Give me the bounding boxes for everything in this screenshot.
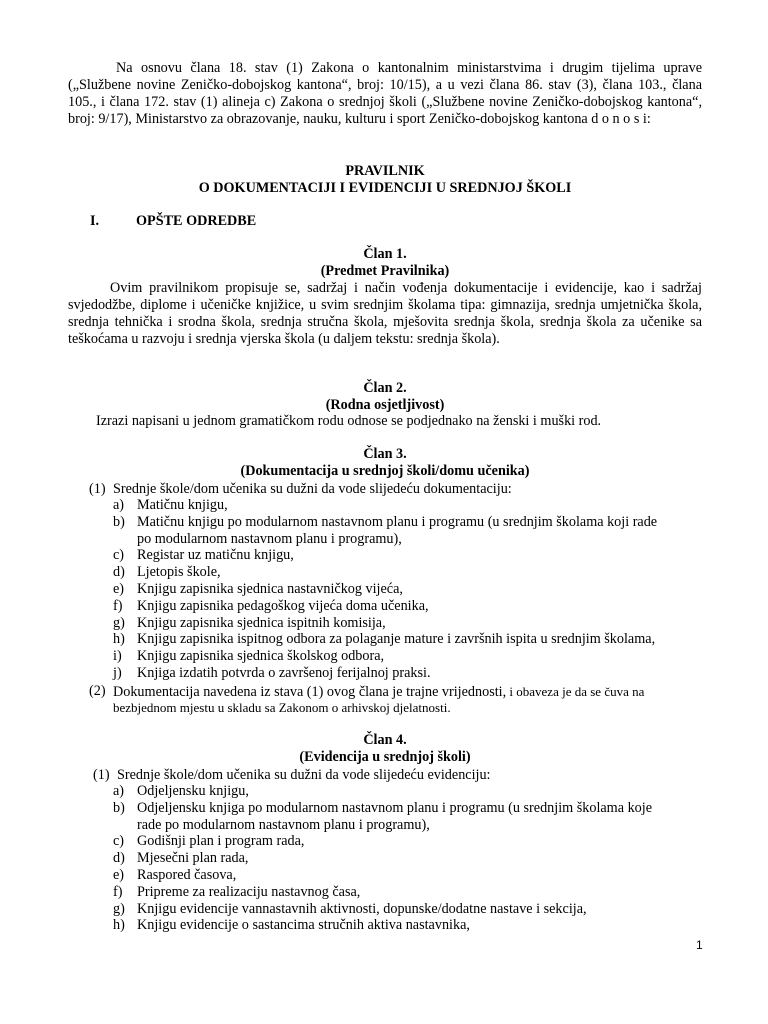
list-item-text: Mjesečni plan rada,	[137, 850, 249, 867]
list-item-text: Knjigu evidencije o sastancima stručnih aktiva nastavnika,	[137, 917, 470, 934]
clan-3-subheading: (Dokumentacija u srednjoj školi/domu učenika)	[240, 463, 530, 479]
list-item-label: e)	[113, 581, 125, 597]
list-item-text-continued: po modularnom nastavnom planu i programu),	[137, 530, 402, 547]
list-item-text: Matičnu knjigu,	[137, 497, 228, 513]
list-item-text: Matičnu knjigu po modularnom nastavnom planu i programu (u srednjim školama koji rade	[137, 513, 658, 530]
clan-3-paragraph-2-continued: bezbjednom mjestu u skladu sa Zakonom o arhivskoj djelatnosti.	[113, 700, 451, 715]
list-item-text: Registar uz matičnu knjigu,	[137, 547, 294, 564]
list-item-label: a)	[113, 783, 125, 799]
list-item-text: Knjigu zapisnika sjednica nastavničkog vijeća,	[137, 581, 403, 597]
list-item-label: d)	[113, 564, 125, 581]
list-item-text-continued: rade po modularnom nastavnom planu i programu),	[137, 816, 430, 833]
clan-1-text	[68, 280, 702, 348]
clan-1-body: Ovim pravilnikom propisuje se, sadržaj i način vođenja dokumentacije i evidencije, kao i sadržaj svjedodžbe, diplome i učeničke knjižice, u svim srednjim školama tipa: gimnazija, srednja umjetnička škola, srednja tehnička i srodna škola, srednja stručna škola, mješovita srednja škola, srednja škola za učenike sa teškoćama u razvoju i srednja vjerska škola (u daljem tekstu: srednja škola).	[68, 280, 702, 347]
paragraph-number: (2)	[89, 683, 106, 699]
clan-1-heading: Član 1.	[363, 246, 407, 262]
paragraph-text: Dokumentacija navedena iz stava (1) ovog člana je trajne vrijednosti, i obaveza je da se čuva na	[113, 684, 645, 700]
clan-1-subheading: (Predmet Pravilnika)	[320, 263, 450, 279]
document-subtitle: O DOKUMENTACIJI I EVIDENCIJI U SREDNJOJ ŠKOLI	[198, 180, 572, 196]
list-item-text: Raspored časova,	[137, 867, 237, 883]
page-number: 1	[696, 938, 703, 952]
clan-4-subheading: (Evidencija u srednjoj školi)	[299, 749, 471, 765]
list-item-text: Knjigu zapisnika pedagoškog vijeća doma učenika,	[137, 597, 429, 614]
preamble	[68, 60, 702, 128]
list-item-label: f)	[113, 883, 123, 900]
paragraph-text: Srednje škole/dom učenika su dužni da vode slijedeću dokumentaciju:	[113, 481, 512, 497]
clan-4-heading: Član 4.	[363, 732, 407, 748]
paragraph-number: (1)	[93, 767, 110, 783]
list-item-text: Knjigu zapisnika sjednica školskog odbora,	[137, 648, 385, 665]
list-item-text: Odjeljensku knjigu,	[137, 783, 249, 799]
list-item-label: b)	[113, 799, 125, 816]
list-item-label: a)	[113, 497, 125, 513]
list-item-label: g)	[113, 614, 125, 631]
list-item-text: Knjigu zapisnika ispitnog odbora za polaganje mature i završnih ispita u srednjim školama,	[137, 631, 656, 648]
list-item-text: Knjigu evidencije vannastavnih aktivnosti, dopunske/dodatne nastave i sekcija,	[137, 900, 587, 917]
paragraph-text: Srednje škole/dom učenika su dužni da vode slijedeću evidenciju:	[117, 767, 491, 783]
paragraph-number: (1)	[89, 481, 106, 497]
preamble-text: Na osnovu člana 18. stav (1) Zakona o kantonalnim ministarstvima i drugim tijelima uprave („Službene novine Zeničko-dobojskog kantona“, broj: 10/15), a u vezi člana 86. stav (3), člana 103., člana 105., i člana 172. stav (1) alineja c) Zakona o srednjoj školi („Službene novine Zeničko-dobojskog kantona“, broj: 9/17), Ministarstvo za obrazovanje, nauku, kulturu i sport Zeničko-dobojskog kantona d o n o s i:	[68, 60, 702, 127]
section-title: OPŠTE ODREDBE	[136, 213, 257, 229]
list-item-label: i)	[113, 648, 122, 665]
clan-2-subheading: (Rodna osjetljivost)	[325, 397, 445, 413]
list-item-label: c)	[113, 833, 125, 850]
list-item-text: Ljetopis škole,	[137, 564, 221, 581]
section-heading	[90, 213, 256, 230]
list-item-label: g)	[113, 900, 125, 917]
list-item-text: Odjeljensku knjiga po modularnom nastavnom planu i programu (u srednjim školama koje	[137, 799, 652, 816]
list-item-label: b)	[113, 513, 125, 530]
list-item-text: Pripreme za realizaciju nastavnog časa,	[137, 883, 361, 900]
list-item-label: d)	[113, 850, 125, 867]
clan-3-heading: Član 3.	[363, 446, 407, 462]
list-item-text: Knjiga izdatih potvrda o završenoj ferijalnoj praksi.	[137, 665, 431, 681]
section-number: I.	[90, 213, 100, 229]
list-item-label: c)	[113, 547, 125, 564]
list-item-label: j)	[113, 665, 122, 681]
list-item-label: f)	[113, 597, 123, 614]
list-item-text: Godišnji plan i program rada,	[137, 833, 305, 850]
document-title: PRAVILNIK	[345, 163, 425, 179]
list-item-text: Knjigu zapisnika sjednica ispitnih komisija,	[137, 614, 386, 631]
clan-2-heading: Član 2.	[363, 380, 407, 396]
list-item-label: h)	[113, 631, 125, 648]
clan-2-text: Izrazi napisani u jednom gramatičkom rodu odnose se podjednako na ženski i muški rod.	[96, 413, 602, 429]
list-item-label: e)	[113, 867, 125, 883]
list-item-label: h)	[113, 917, 125, 934]
